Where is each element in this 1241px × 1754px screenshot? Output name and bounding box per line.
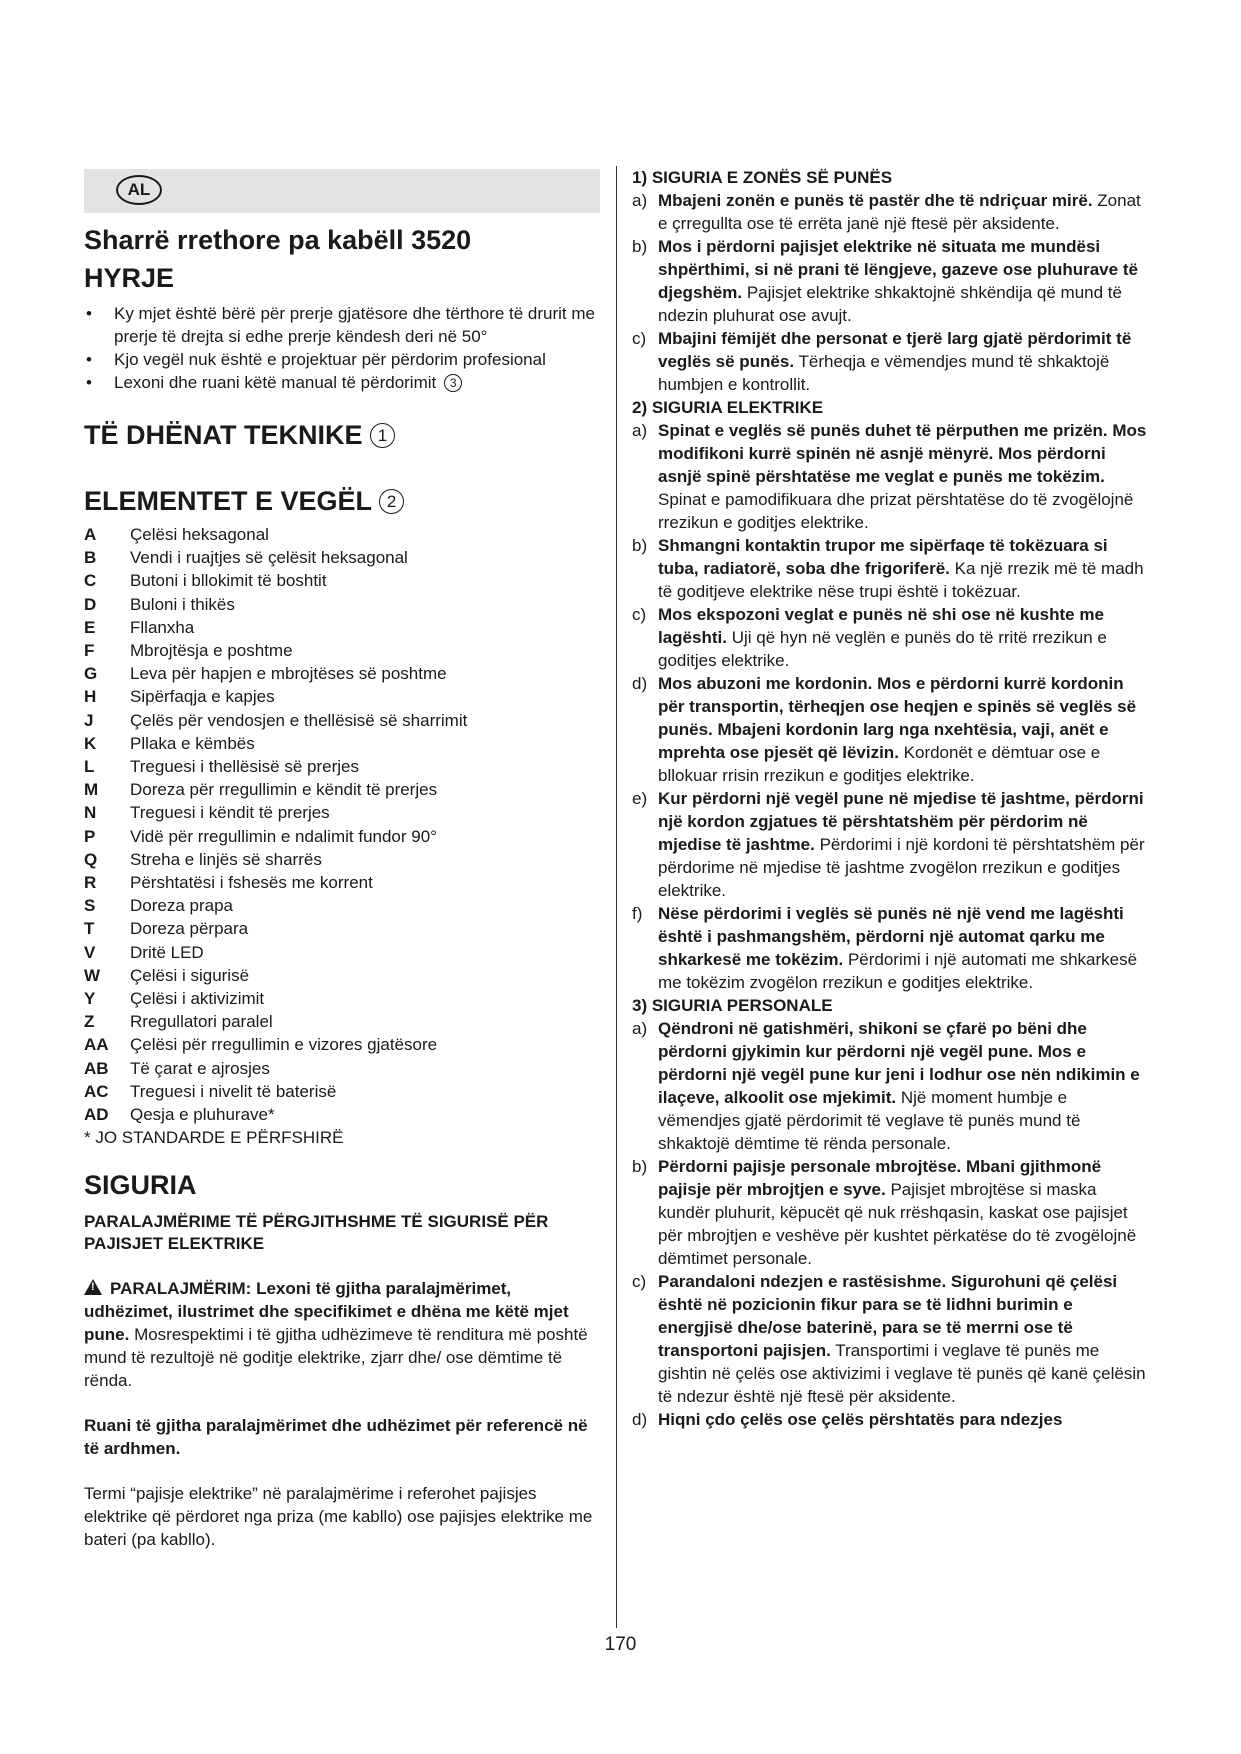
element-label: Mbrojtësja e poshtme [130,641,293,661]
item-label: c) [632,329,647,348]
element-row [84,616,604,639]
element-letter: T [84,919,95,939]
safety-item [632,534,1152,603]
element-row [84,801,604,824]
element-letter: B [84,548,97,568]
element-letter: M [84,780,99,800]
element-row [84,662,604,685]
element-letter: L [84,757,95,777]
element-label: Treguesi i nivelit të baterisë [130,1081,337,1101]
item-label: f) [632,904,643,923]
item-body-text: Tërheqja e vëmendjes mund të shkaktojë humbjen e kontrollit. [658,352,1110,394]
item-body-text: Përdorimi i një kordoni të përshtatshëm për përdorime në mjedise të jashtme zvogëlon rrezikun e goditjes elektrike. [658,835,1145,900]
item-bold-text: Mos abuzoni me kordonin. Mos e përdorni kurrë kordonin për transportin, tërheqjen ose heqjen e spinës së veglës së punës. Mbajeni kordonin larg nga nxehtësia, vaji, anët e mprehta ose pjesët që lëvizin. [658,674,1137,762]
item-label: b) [632,1157,648,1176]
item-bold-text: Mos i përdorni pajisjet elektrike në situata me mundësi shpërthimi, si në prani të lëngjeve, gazeve ose pluhurave të djegshëm. [658,237,1138,302]
element-label: Çelësi i aktivizimit [130,989,265,1009]
element-row [84,1080,604,1103]
element-label: Doreza për rregullimin e këndit të prerjes [130,780,438,800]
safety-item [632,787,1152,902]
item-text [658,327,1152,396]
figure-ref-badge: 2 [379,489,404,514]
element-letter: P [84,826,96,846]
element-label: Përshtatësi i fshesës me korrent [130,873,373,893]
item-bold-text: Kur përdorni një vegël pune në mjedise të jashtme, përdorni një kordon zgjatues të përshtatshëm për përdorim në mjedise të jashtme. [658,789,1144,854]
product-title: Sharrë rrethore pa kabëll 3520 [84,225,472,255]
element-label: Butoni i bllokimit të boshtit [130,571,327,591]
safety-item [632,419,1152,534]
element-label: Treguesi i thellësisë së prerjes [130,757,359,777]
element-letter: S [84,896,96,916]
element-row [84,941,604,964]
intro-bullet: • Lexoni dhe ruani këtë manual të përdorimit 3 [84,371,604,394]
element-row [84,593,604,616]
term-paragraph: Termi “pajisje elektrike” në paralajmërime i referohet pajisjes elektrike që përdoret nga priza (me kabllo) ose pajisjes elektrike me bateri (pa kabllo). [84,1484,593,1550]
section-title: 2) SIGURIA ELEKTRIKE [632,398,824,417]
element-label: Pllaka e këmbës [130,733,255,753]
item-text [658,235,1152,327]
safety-subheading: PARALAJMËRIME TË PËRGJITHSHME TË SIGURISË PËR PAJISJET ELEKTRIKE [84,1212,549,1254]
item-body-text: Përdorimi i një automati me shkarkesë me tokëzim zvogëlon rrezikun e goditjes elektrike. [658,950,1138,992]
element-row [84,871,604,894]
element-label: Çelës për vendosjen e thellësisë së sharrimit [130,710,468,730]
element-letter: AA [84,1035,109,1055]
element-row [84,778,604,801]
element-label: Fllanxha [130,617,195,637]
keep-instructions: Ruani të gjitha paralajmërimet dhe udhëzimet për referencë në të ardhmen. [84,1416,588,1459]
element-letter: Z [84,1012,95,1032]
column-divider [616,166,617,1628]
tech-heading: TË DHËNAT TEKNIKE 1 [84,417,604,453]
element-letter: Y [84,989,96,1009]
item-body-text: Uji që hyn në veglën e punës do të rritë rrezikun e goditjes elektrike. [658,628,1107,670]
safety-item [632,235,1152,327]
intro-heading: HYRJE [84,263,175,293]
safety-item [632,1155,1152,1270]
element-label: Çelësi i sigurisë [130,965,250,985]
element-label: Vendi i ruajtjes së çelësit heksagonal [130,548,408,568]
item-text [658,1408,1152,1431]
element-row [84,1033,604,1056]
left-column [84,222,604,1551]
item-body-text: Pajisjet mbrojtëse si maska kundër pluhurit, këpucët që nuk rrëshqasin, kaskat ose pajisjet për mbrojtjen e veshëve për kushtet përkatëse do të zvogëlojnë dëmtimet personale. [658,1180,1137,1268]
item-label: b) [632,536,648,555]
element-letter: Q [84,849,98,869]
element-row [84,848,604,871]
item-label: c) [632,605,647,624]
element-letter: G [84,664,98,684]
element-letter: K [84,733,97,753]
item-bold-text: Mos ekspozoni veglat e punës në shi ose në kushte me lagështi. [658,605,1104,647]
item-label: a) [632,421,648,440]
elements-heading: ELEMENTET E VEGËL 2 [84,483,604,519]
item-bold-text: Shmangni kontaktin trupor me sipërfaqe të tokëzuara si tuba, radiatorë, soba dhe frigoriferë. [658,536,1108,578]
element-letter: F [84,641,95,661]
intro-bullet: • Ky mjet është bërë për prerje gjatësore dhe tërthore të drurit me prerje të drejta si edhe prerje këndesh deri në 50° [84,302,604,348]
item-text [658,189,1152,235]
element-letter: N [84,803,97,823]
element-label: Treguesi i këndit të prerjes [130,803,330,823]
item-text [658,902,1152,994]
elements-note: * JO STANDARDE E PËRFSHIRË [84,1128,344,1148]
warning-paragraph: !PARALAJMËRIM: Lexoni të gjitha paralajmërimet, udhëzimet, ilustrimet dhe specifikimet e dhëna me këtë mjet pune. Mosrespektimi i të gjitha udhëzimeve të renditura më poshtë mund të rezultojë në goditje elektrike, zjarr dhe/ ose dëmtime të rënda. [84,1277,604,1392]
safety-item [632,189,1152,235]
element-letter: J [84,710,94,730]
element-letter: D [84,594,97,614]
element-row [84,523,604,546]
item-label: c) [632,1272,647,1291]
language-badge: AL [116,175,162,205]
item-text [658,672,1152,787]
element-letter: AC [84,1081,109,1101]
safety-item [632,1408,1152,1431]
page-number: 170 [604,1634,637,1655]
element-label: Rregullatori paralel [130,1012,273,1032]
item-bold-text: Spinat e veglës së punës duhet të përputhen me prizën. Mos modifikoni kurrë spinën në asnjë mënyrë. Mos përdorni asnjë spinë përshtatëse me veglat e punës me tokëzim. [658,421,1147,486]
element-label: Qesja e pluhurave* [130,1105,275,1125]
element-label: Çelësi për rregullimin e vizores gjatësore [130,1035,438,1055]
element-row [84,964,604,987]
element-letter: R [84,873,97,893]
element-row [84,546,604,569]
safety-item [632,327,1152,396]
element-letter: V [84,942,96,962]
element-row [84,1010,604,1033]
element-letter: E [84,617,96,637]
item-text [658,419,1152,534]
item-bold-text: Përdorni pajisje personale mbrojtëse. Mbani gjithmonë pajisje për mbrojtjen e syve. [658,1157,1102,1199]
element-row [84,1057,604,1080]
element-letter: W [84,965,101,985]
item-label: d) [632,674,648,693]
element-label: Dritë LED [130,942,204,962]
safety-heading: SIGURIA [84,1170,197,1201]
item-body-text: Transportimi i veglave të punës me gishtin në çelës ose aktivizimi i veglave të punës që kanë çelësin të ndezur është një ftesë për aksidente. [658,1341,1146,1406]
item-text [658,1017,1152,1155]
elements-list [84,523,604,1126]
element-label: Vidë për rregullimin e ndalimit fundor 90° [130,826,437,846]
element-row [84,917,604,940]
item-bold-text: Mbajeni zonën e punës të pastër dhe të ndriçuar mirë. [658,191,1093,210]
section-title: 1) SIGURIA E ZONËS SË PUNËS [632,168,893,187]
intro-bullet: • Kjo vegël nuk është e projektuar për përdorim profesional [84,348,604,371]
element-label: Doreza përpara [130,919,249,939]
element-label: Çelësi heksagonal [130,525,269,544]
item-body-text: Kordonët e dëmtuar ose e bllokuar rrisin rrezikun e goditjes elektrike. [658,743,1101,785]
language-bar [84,169,600,213]
item-body-text: Spinat e pamodifikuara dhe prizat përshtatëse do të zvogëlojnë rrezikun e goditjes elektrike. [658,490,1134,532]
safety-item [632,672,1152,787]
item-bold-text: Qëndroni në gatishmëri, shikoni se çfarë po bëni dhe përdorni gjykimin kur përdorni një vegël pune. Mos e përdorni një vegël pune kur jeni i lodhur ose nën ndikimin e ilaçeve, alkoolit ose mjekimit. [658,1019,1140,1107]
item-bold-text: Hiqni çdo çelës ose çelës përshtatës para ndezjes [658,1410,1063,1429]
element-row [84,755,604,778]
element-letter: AD [84,1105,109,1125]
warning-icon [84,1279,102,1295]
item-label: b) [632,237,648,256]
item-label: d) [632,1410,648,1429]
item-label: a) [632,1019,648,1038]
item-text [658,1155,1152,1270]
item-body-text: Ka një rrezik më të madh të goditjeve elektrike nëse trupi është i tokëzuar. [658,559,1144,601]
right-column [632,166,1152,1431]
element-label: Buloni i thikës [130,594,235,614]
element-row [84,685,604,708]
element-label: Të çarat e ajrosjes [130,1058,270,1078]
element-letter: H [84,687,97,707]
item-label: e) [632,789,648,808]
item-text [658,1270,1152,1408]
item-text [658,603,1152,672]
element-letter: A [84,525,97,544]
element-row [84,1103,604,1126]
figure-ref-badge: 1 [370,423,395,448]
safety-item [632,1270,1152,1408]
element-label: Sipërfaqja e kapjes [130,687,275,707]
item-label: a) [632,191,648,210]
safety-item [632,1017,1152,1155]
element-label: Streha e linjës së sharrës [130,849,322,869]
safety-item [632,603,1152,672]
figure-ref-badge: 3 [444,374,462,392]
intro-list [84,302,604,394]
element-row [84,987,604,1010]
element-label: Leva për hapjen e mbrojtëses së poshtme [130,664,447,684]
element-row [84,569,604,592]
element-row [84,732,604,755]
item-bold-text: Mbajini fëmijët dhe personat e tjerë larg gjatë përdorimit të veglës së punës. [658,329,1132,371]
item-text [658,534,1152,603]
element-row [84,894,604,917]
element-letter: AB [84,1058,109,1078]
item-bold-text: Parandaloni ndezjen e rastësishme. Sigurohuni që çelësi është në pozicionin fikur para se të lidhni burimin e energjisë dhe/ose baterinë, para se të merrni ose të transportoni pajisjen. [658,1272,1118,1360]
element-row [84,825,604,848]
item-body-text: Një moment humbje e vëmendjes gjatë përdorimit të veglave të punës mund të shkaktojë dëmtime të rënda personale. [658,1088,1081,1153]
section-title: 3) SIGURIA PERSONALE [632,996,833,1015]
item-bold-text: Nëse përdorimi i veglës së punës në një vend me lagështi është i pashmangshëm, përdorni një automat qarku me shkarkesë me tokëzim. [658,904,1124,969]
safety-item [632,902,1152,994]
element-label: Doreza prapa [130,896,234,916]
element-row [84,709,604,732]
element-row [84,639,604,662]
item-body-text: Zonat e çrregullta ose të errëta janë një ftesë për aksidente. [658,191,1141,233]
item-text [658,787,1152,902]
element-letter: C [84,571,97,591]
item-body-text: Pajisjet elektrike shkaktojnë shkëndija që mund të ndezin pluhurat ose avujt. [658,283,1122,325]
